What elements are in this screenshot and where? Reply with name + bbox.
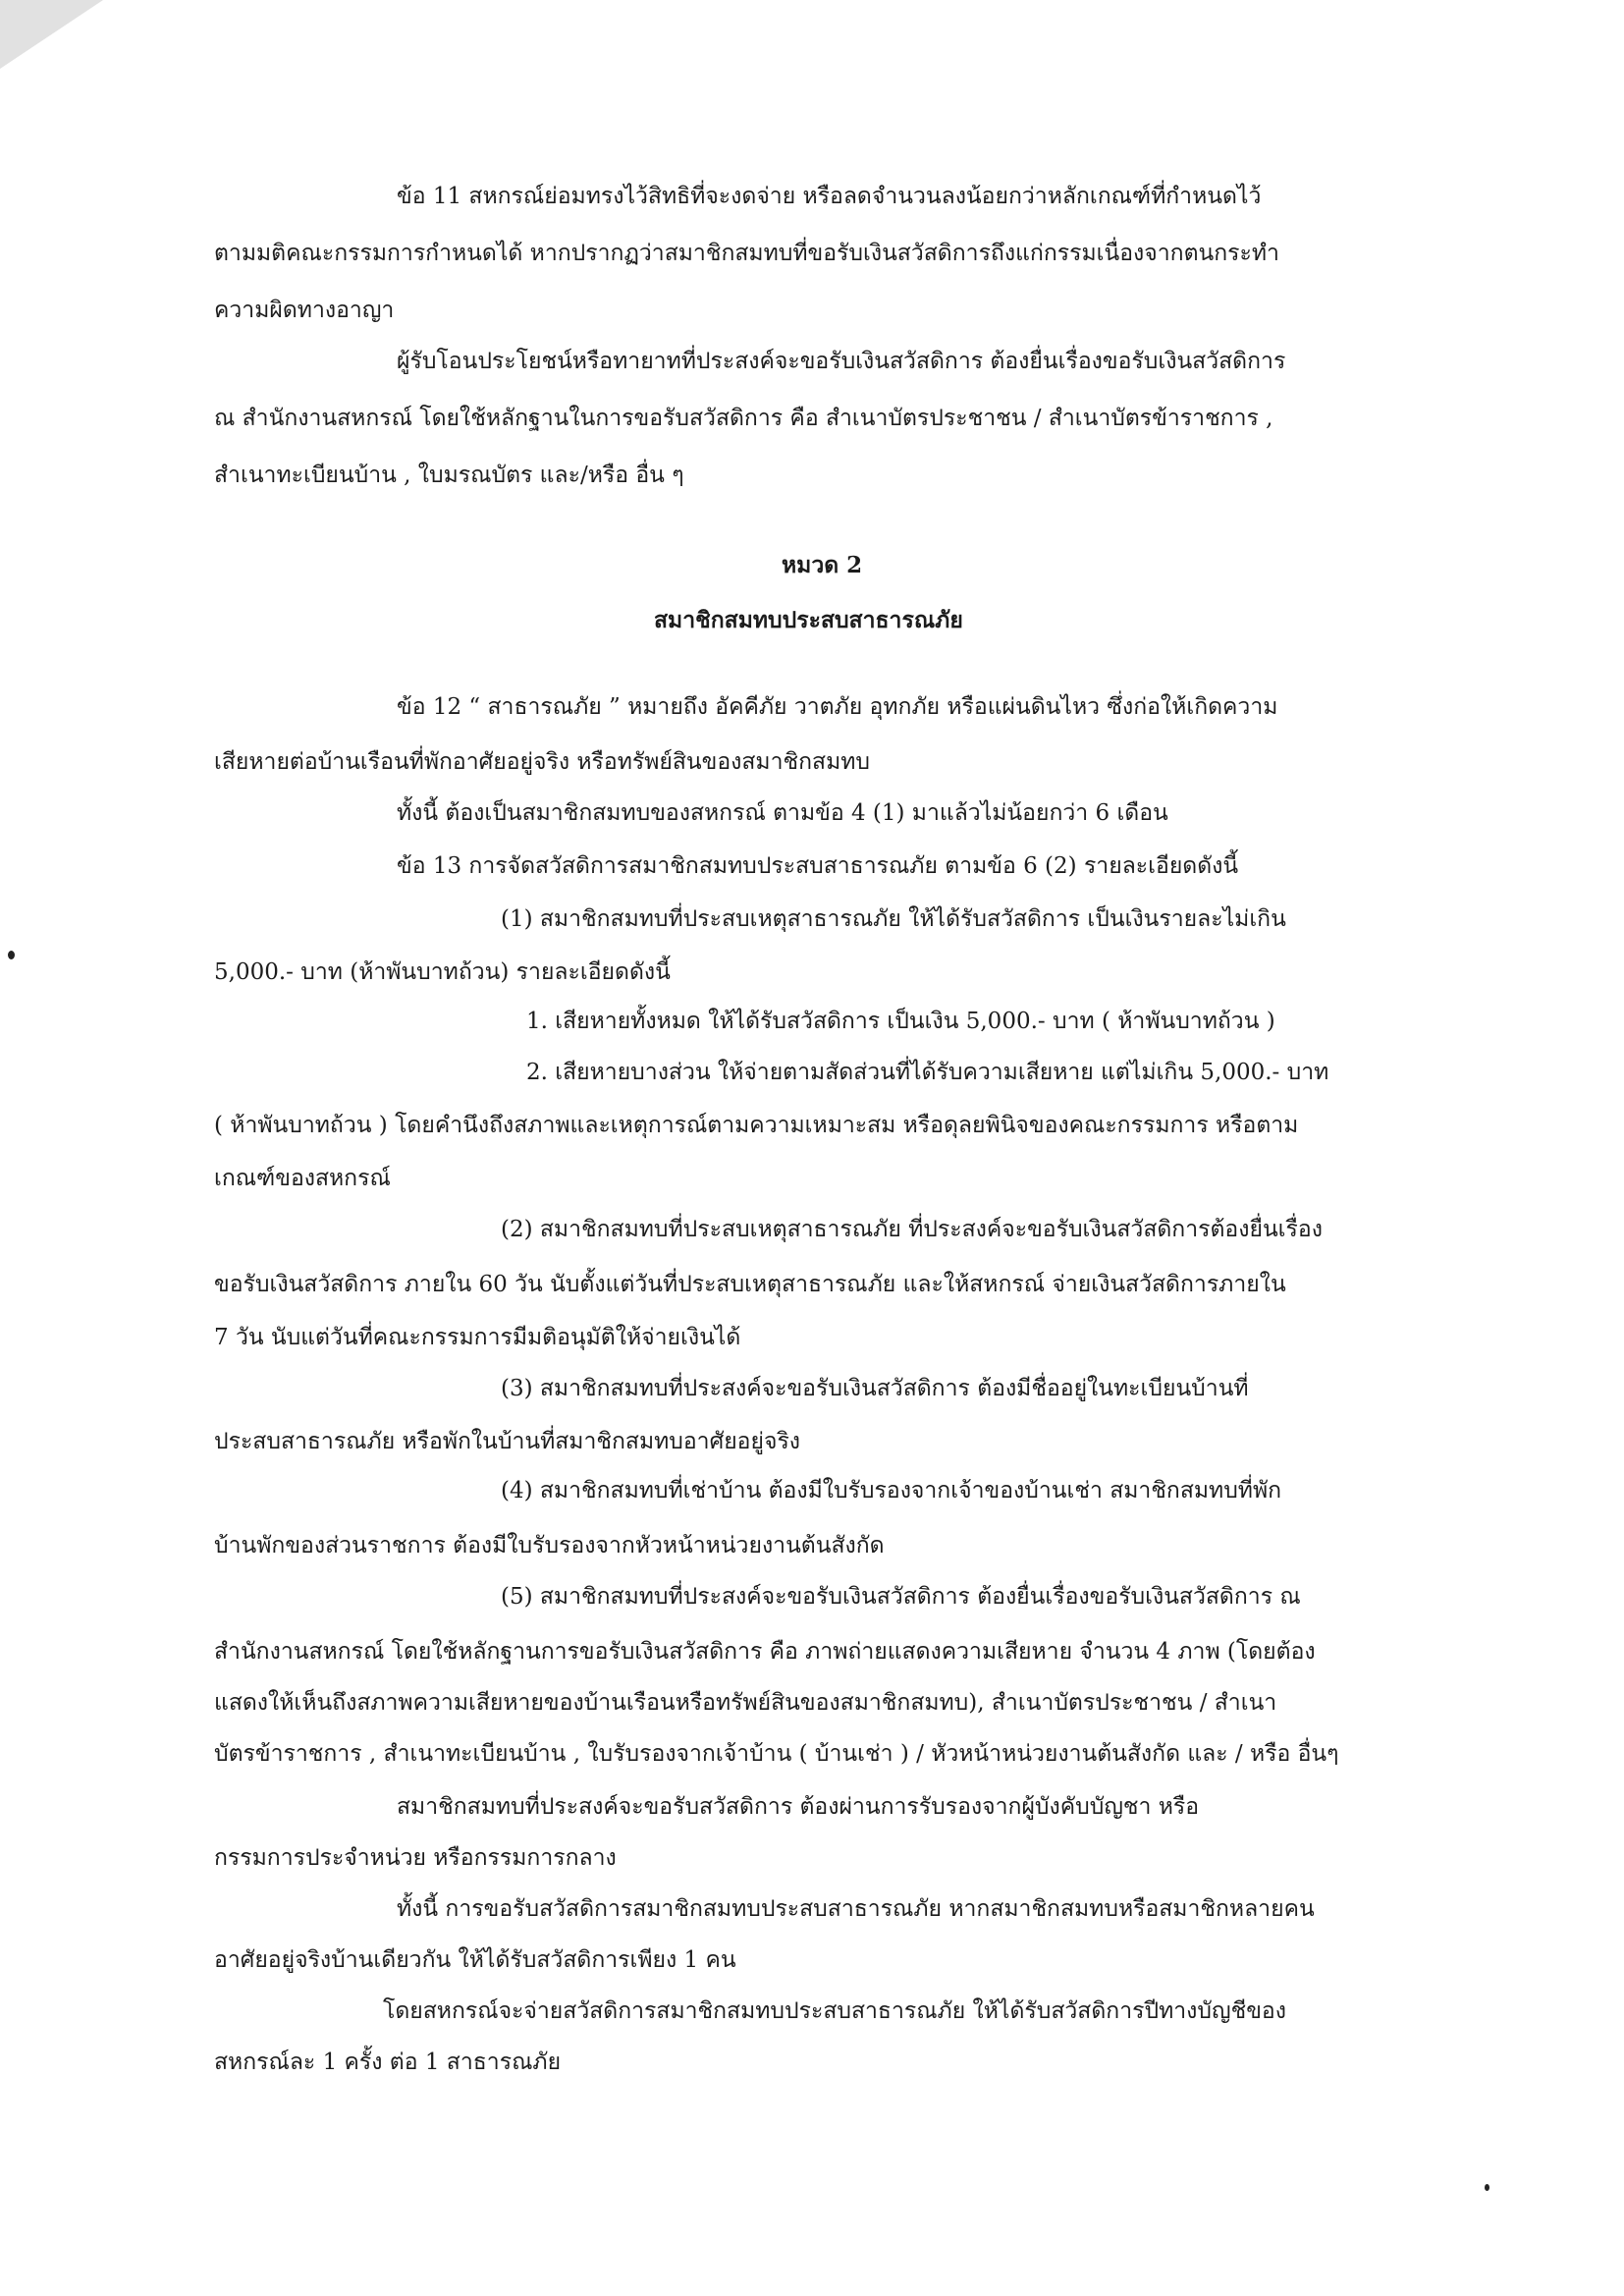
- text-line: (4) สมาชิกสมทบที่เช่าบ้าน ต้องมีใบรับรองจากเจ้าของบ้านเช่า สมาชิกสมทบที่พัก: [501, 1478, 1282, 1503]
- text-line: ( ห้าพันบาทถ้วน ) โดยคำนึงถึงสภาพและเหตุการณ์ตามความเหมาะสม หรือดุลยพินิจของคณะกรรมการ หรือตาม: [214, 1113, 1299, 1138]
- text-line: 2. เสียหายบางส่วน ให้จ่ายตามสัดส่วนที่ได้รับความเสียหาย แต่ไม่เกิน 5,000.- บาท: [526, 1060, 1329, 1085]
- text-line: ข้อ 13 การจัดสวัสดิการสมาชิกสมทบประสบสาธารณภัย ตามข้อ 6 (2) รายละเอียดดังนี้: [397, 853, 1239, 879]
- text-line: (2) สมาชิกสมทบที่ประสบเหตุสาธารณภัย ที่ประสงค์จะขอรับเงินสวัสดิการต้องยื่นเรื่อง: [501, 1217, 1323, 1242]
- text-line: โดยสหกรณ์จะจ่ายสวัสดิการสมาชิกสมทบประสบสาธารณภัย ให้ได้รับสวัสดิการปีทางบัญชีของ: [383, 1998, 1286, 2024]
- text-line: ขอรับเงินสวัสดิการ ภายใน 60 วัน นับตั้งแต่วันที่ประสบเหตุสาธารณภัย และให้สหกรณ์ จ่ายเงินสวัสดิการภายใน: [214, 1272, 1286, 1297]
- text-line: 1. เสียหายทั้งหมด ให้ได้รับสวัสดิการ เป็นเงิน 5,000.- บาท ( ห้าพันบาทถ้วน ): [526, 1009, 1275, 1034]
- text-line: ประสบสาธารณภัย หรือพักในบ้านที่สมาชิกสมทบอาศัยอยู่จริง: [214, 1429, 801, 1454]
- text-line: เกณฑ์ของสหกรณ์: [214, 1166, 391, 1191]
- text-line: 5,000.- บาท (ห้าพันบาทถ้วน) รายละเอียดดังนี้: [214, 959, 671, 985]
- text-line: ตามมติคณะกรรมการกำหนดได้ หากปรากฏว่าสมาชิกสมทบที่ขอรับเงินสวัสดิการถึงแก่กรรมเนื่องจากตนกระทำ: [214, 241, 1279, 266]
- text-line: ความผิดทางอาญา: [214, 298, 395, 323]
- text-line: สำเนาทะเบียนบ้าน , ใบมรณบัตร และ/หรือ อื่น ๆ: [214, 463, 684, 488]
- text-line: แสดงให้เห็นถึงสภาพความเสียหายของบ้านเรือนหรือทรัพย์สินของสมาชิกสมทบ), สำเนาบัตรประชาชน / สำเนา: [214, 1690, 1277, 1716]
- page-corner-fold: [0, 0, 103, 69]
- text-line: ทั้งนี้ การขอรับสวัสดิการสมาชิกสมทบประสบสาธารณภัย หากสมาชิกสมทบหรือสมาชิกหลายคน: [397, 1896, 1315, 1922]
- text-line: บ้านพักของส่วนราชการ ต้องมีใบรับรองจากหัวหน้าหน่วยงานต้นสังกัด: [214, 1533, 885, 1558]
- text-line: บัตรข้าราชการ , สำเนาทะเบียนบ้าน , ใบรับรองจากเจ้าบ้าน ( บ้านเช่า ) / หัวหน้าหน่วยงานต้นสังกัด และ / หรือ อื่นๆ: [214, 1741, 1339, 1767]
- text-line: (1) สมาชิกสมทบที่ประสบเหตุสาธารณภัย ให้ได้รับสวัสดิการ เป็นเงินรายละไม่เกิน: [501, 906, 1286, 932]
- text-line: กรรมการประจำหน่วย หรือกรรมการกลาง: [214, 1845, 617, 1871]
- text-line: สำนักงานสหกรณ์ โดยใช้หลักฐานการขอรับเงินสวัสดิการ คือ ภาพถ่ายแสดงความเสียหาย จำนวน 4 ภาพ (โดยต้อง: [214, 1639, 1316, 1665]
- text-line: ข้อ 11 สหกรณ์ย่อมทรงไว้สิทธิที่จะงดจ่าย หรือลดจำนวนลงน้อยกว่าหลักเกณฑ์ที่กำหนดไว้: [397, 184, 1262, 209]
- section-title: สมาชิกสมทบประสบสาธารณภัย: [654, 607, 963, 633]
- text-line: (5) สมาชิกสมทบที่ประสงค์จะขอรับเงินสวัสดิการ ต้องยื่นเรื่องขอรับเงินสวัสดิการ ณ: [501, 1584, 1301, 1610]
- text-line: ผู้รับโอนประโยชน์หรือทายาทที่ประสงค์จะขอรับเงินสวัสดิการ ต้องยื่นเรื่องขอรับเงินสวัสดิการ: [397, 349, 1286, 374]
- text-line: สมาชิกสมทบที่ประสงค์จะขอรับสวัสดิการ ต้องผ่านการรับรองจากผู้บังคับบัญชา หรือ: [397, 1794, 1200, 1820]
- section-number: หมวด 2: [782, 552, 863, 578]
- scan-speck: [1485, 2184, 1489, 2191]
- text-line: สหกรณ์ละ 1 ครั้ง ต่อ 1 สาธารณภัย: [214, 2050, 562, 2075]
- text-line: อาศัยอยู่จริงบ้านเดียวกัน ให้ได้รับสวัสดิการเพียง 1 คน: [214, 1947, 736, 1973]
- scan-speck: [8, 951, 15, 959]
- text-line: เสียหายต่อบ้านเรือนที่พักอาศัยอยู่จริง หรือทรัพย์สินของสมาชิกสมทบ: [214, 749, 870, 775]
- text-line: ณ สำนักงานสหกรณ์ โดยใช้หลักฐานในการขอรับสวัสดิการ คือ สำเนาบัตรประชาชน / สำเนาบัตรข้าราชการ ,: [214, 406, 1273, 431]
- text-line: 7 วัน นับแต่วันที่คณะกรรมการมีมติอนุมัติให้จ่ายเงินได้: [214, 1325, 741, 1350]
- text-line: (3) สมาชิกสมทบที่ประสงค์จะขอรับเงินสวัสดิการ ต้องมีชื่ออยู่ในทะเบียนบ้านที่: [501, 1376, 1249, 1401]
- text-line: ทั้งนี้ ต้องเป็นสมาชิกสมทบของสหกรณ์ ตามข้อ 4 (1) มาแล้วไม่น้อยกว่า 6 เดือน: [397, 800, 1168, 826]
- text-line: ข้อ 12 “ สาธารณภัย ” หมายถึง อัคคีภัย วาตภัย อุทกภัย หรือแผ่นดินไหว ซึ่งก่อให้เกิดความ: [397, 694, 1278, 720]
